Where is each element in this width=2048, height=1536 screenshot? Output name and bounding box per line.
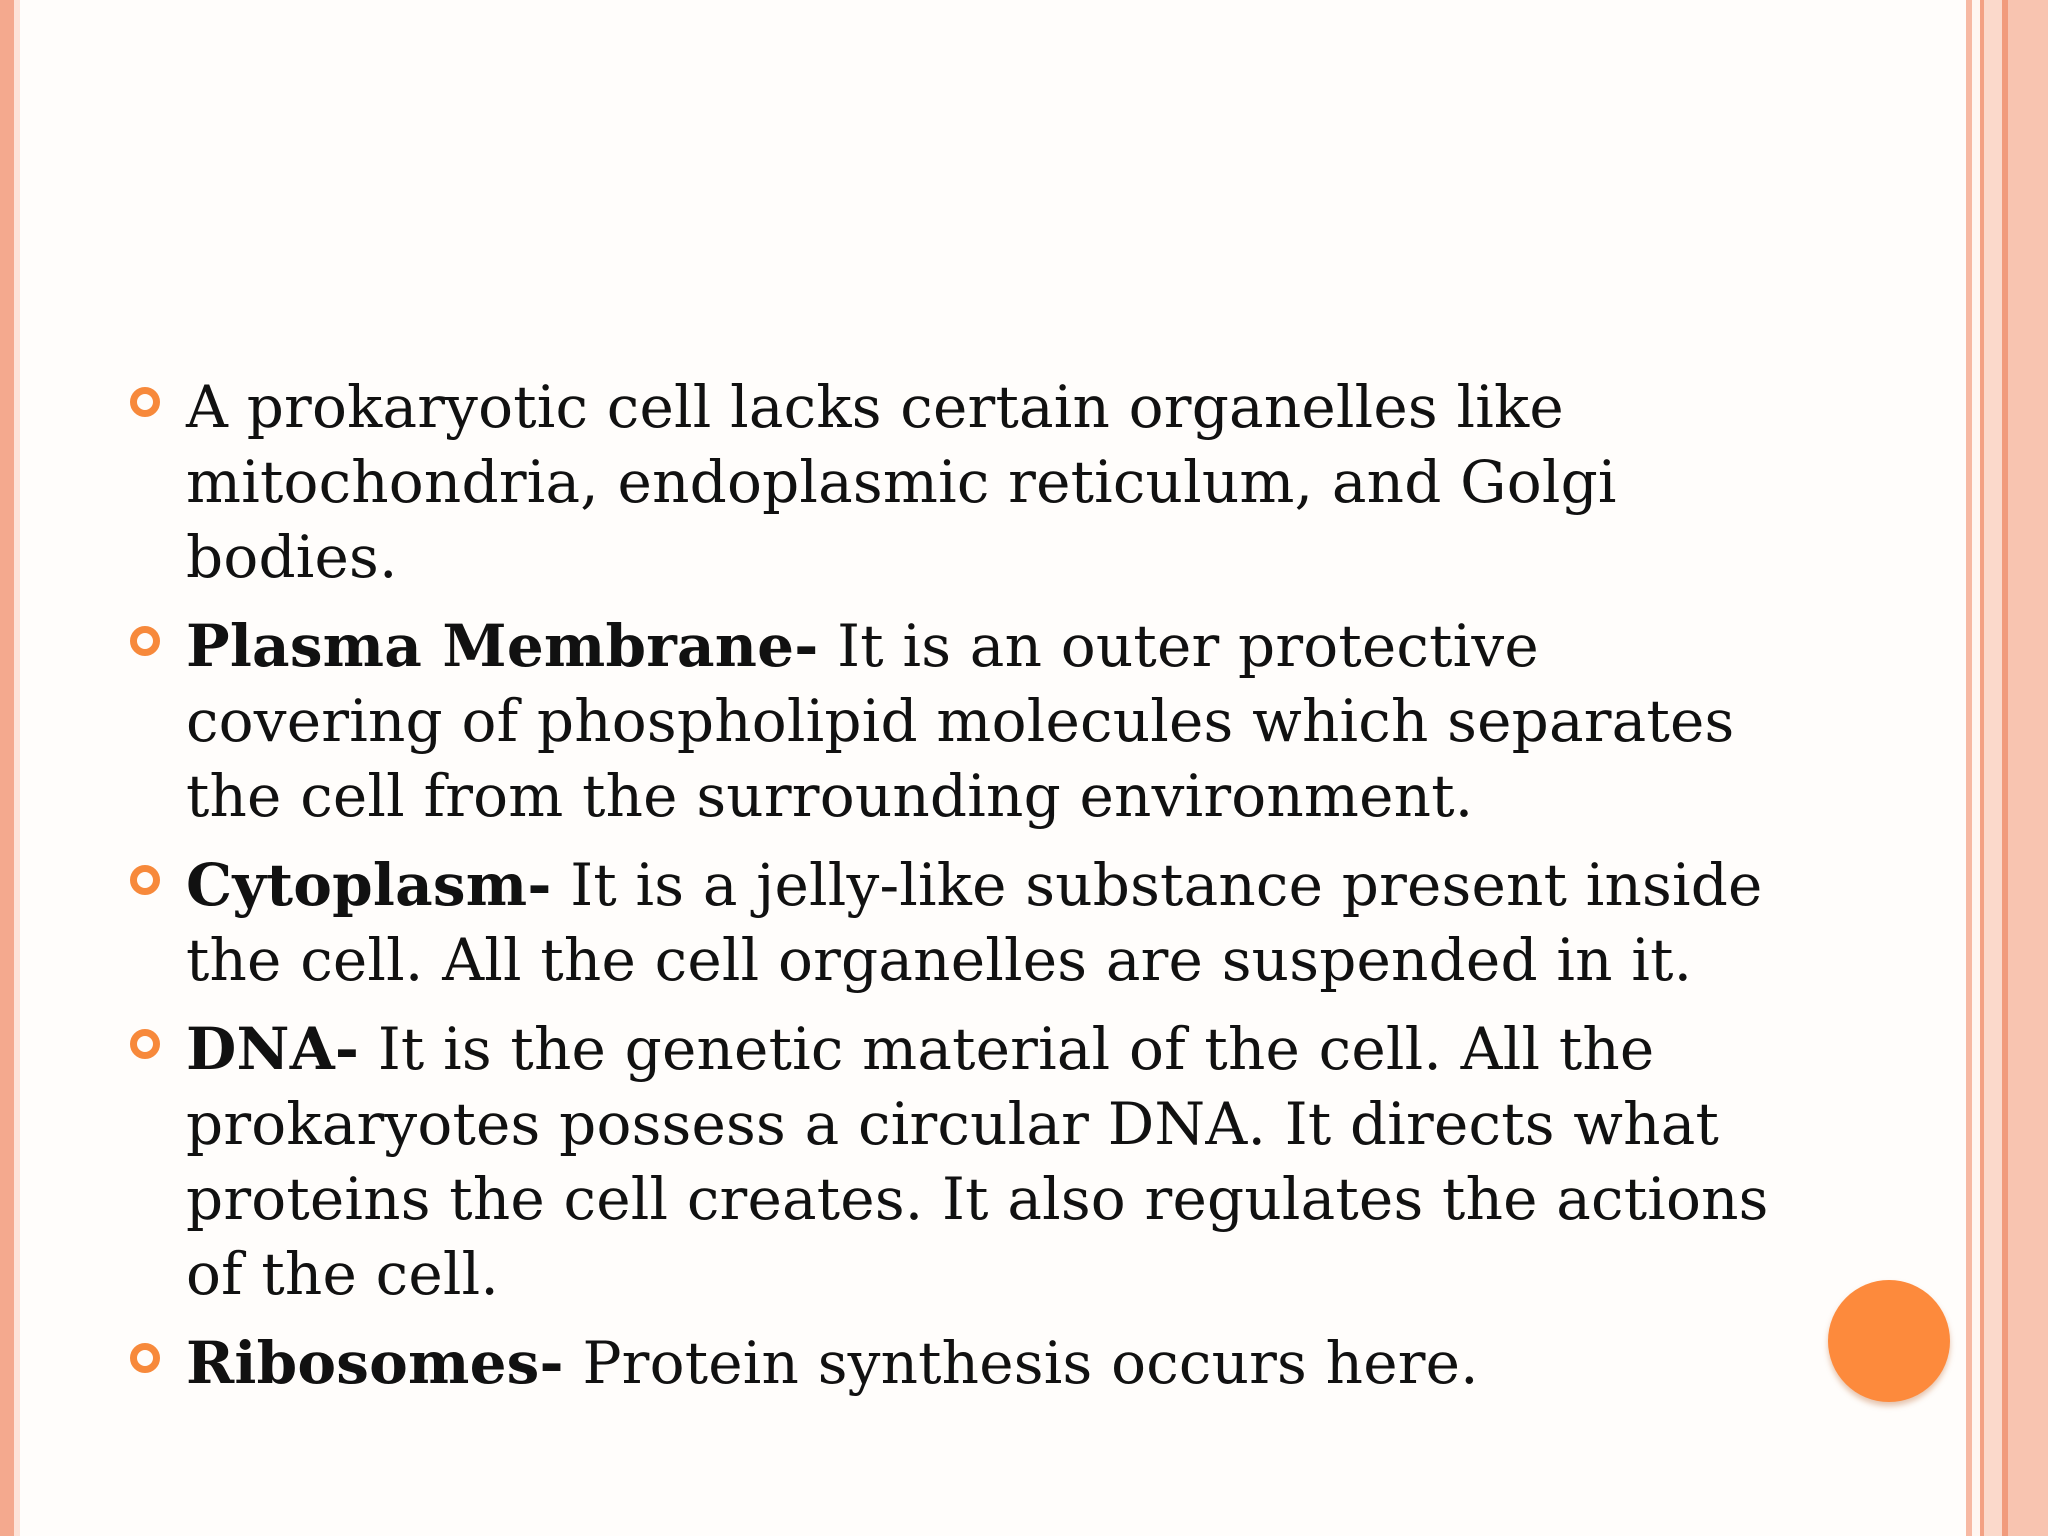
right-stripe [1972,0,1980,1536]
ring-bullet-icon [130,387,160,417]
orange-circle-decoration [1828,1280,1950,1402]
bullet-text: It is an outer protective covering of phospholipid molecules which separates the cell from the surrounding environment. [186,612,1735,830]
bullet-term: DNA- [186,1015,360,1083]
bullet-item-cytoplasm [130,848,1770,998]
left-border-decoration [0,0,14,1536]
bullet-term: Ribosomes- [186,1329,564,1397]
bullet-text: A prokaryotic cell lacks certain organelles like mitochondria, endoplasmic reticulum, and Golgi bodies. [186,373,1617,591]
bullet-text: It is the genetic material of the cell. All the prokaryotes possess a circular DNA. It directs what proteins the cell creates. It also regulates the actions of the cell. [186,1015,1769,1308]
bullet-term: Plasma Membrane- [186,612,819,680]
bullet-text: Protein synthesis occurs here. [563,1329,1479,1397]
bullet-item-plasma-membrane [130,609,1770,834]
bullet-item-dna [130,1012,1770,1312]
ring-bullet-icon [130,1343,160,1373]
right-stripe [1984,0,2002,1536]
bullet-item-ribosomes [130,1326,1770,1401]
ring-bullet-icon [130,865,160,895]
ring-bullet-icon [130,626,160,656]
ring-bullet-icon [130,1029,160,1059]
bullet-item-prokaryotic-cell [130,370,1770,595]
slide-body [130,370,1770,1415]
left-border-highlight [14,0,20,1536]
right-stripe [2008,0,2048,1536]
bullet-text: It is a jelly-like substance present inside the cell. All the cell organelles are suspended in it. [186,851,1763,994]
bullet-term: Cytoplasm- [186,851,552,919]
right-stripe-decoration [1966,0,2048,1536]
bullet-list [130,370,1770,1401]
